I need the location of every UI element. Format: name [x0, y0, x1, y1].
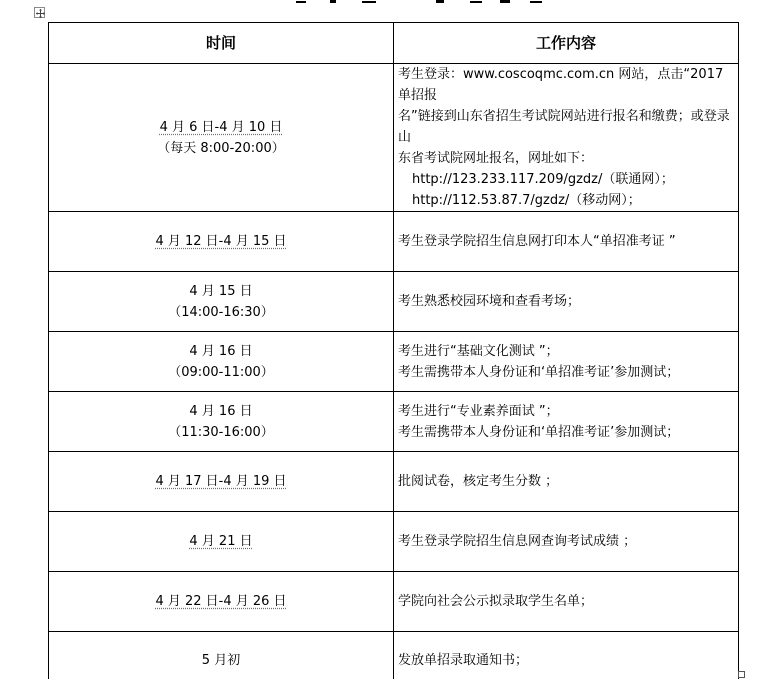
content-cell: [394, 392, 739, 452]
header-content: 工作内容: [394, 23, 739, 64]
time-range: 4 月 6 日-4 月 10 日: [159, 119, 283, 135]
table-row: [49, 332, 739, 392]
content-line: 名”链接到山东省招生考试院网站进行报名和缴费；或登录山: [398, 109, 730, 145]
content-line: 东省考试院网址报名，网址如下：: [398, 151, 594, 166]
time-cell: [49, 632, 394, 679]
content-line: 考生登录学院招生信息网查询考试成绩 ；: [398, 534, 637, 549]
content-line: 考生进行“专业素养面试 ”；: [398, 403, 559, 419]
content-url-line: http://123.233.117.209/gzdz/（联通网）；: [412, 172, 674, 187]
time-hours: （11:30-16:00）: [168, 424, 274, 440]
table-header-row: [49, 23, 739, 64]
content-line: 批阅试卷，核定考生分数 ；: [398, 474, 559, 489]
content-cell: [394, 452, 739, 512]
table-resize-handle-icon[interactable]: [738, 671, 745, 678]
table-row: [49, 632, 739, 679]
time-range: 4 月 15 日: [189, 283, 253, 299]
time-cell: [49, 512, 394, 572]
time-cell: [49, 572, 394, 632]
time-range: 4 月 17 日-4 月 19 日: [155, 474, 287, 489]
content-cell: [394, 332, 739, 392]
time-range: 4 月 16 日: [189, 343, 253, 359]
time-cell: [49, 212, 394, 272]
content-line: 发放单招录取通知书；: [398, 653, 529, 668]
content-line: 考生需携带本人身份证和‘单招准考证’参加测试；: [398, 424, 680, 440]
content-cell: [394, 64, 739, 212]
table-row: [49, 512, 739, 572]
content-cell: [394, 212, 739, 272]
content-line: 考生需携带本人身份证和‘单招准考证’参加测试；: [398, 364, 680, 380]
cropped-title-strokes: [0, 0, 783, 6]
time-hours: （每天 8:00-20:00）: [157, 140, 285, 156]
time-range: 4 月 16 日: [189, 403, 253, 419]
table-move-handle-icon[interactable]: [34, 7, 45, 18]
content-cell: [394, 512, 739, 572]
time-range: 4 月 12 日-4 月 15 日: [155, 234, 287, 249]
time-cell: [49, 332, 394, 392]
content-line: 考生进行“基础文化测试 ”；: [398, 343, 559, 359]
table-row: [49, 212, 739, 272]
cropped-title-fragment: [0, 0, 783, 6]
table-row: [49, 64, 739, 212]
content-cell: [394, 572, 739, 632]
time-range: 5 月初: [201, 653, 241, 668]
time-cell: [49, 392, 394, 452]
content-cell: [394, 632, 739, 679]
time-range: 4 月 21 日: [189, 534, 253, 549]
time-hours: （14:00-16:30）: [168, 304, 274, 320]
header-time: 时间: [49, 23, 394, 64]
table-row: [49, 452, 739, 512]
time-cell: [49, 64, 394, 212]
time-range: 4 月 22 日-4 月 26 日: [155, 594, 287, 609]
time-cell: [49, 272, 394, 332]
content-url-line: http://112.53.87.7/gzdz/（移动网）；: [412, 193, 641, 208]
content-line: 学院向社会公示拟录取学生名单；: [398, 594, 594, 609]
table-row: [49, 392, 739, 452]
content-line: 考生熟悉校园环境和查看考场；: [398, 294, 581, 309]
schedule-table: [48, 22, 739, 679]
content-line: 考生登录：www.coscoqmc.com.cn 网站，点击“2017 单招报: [398, 67, 724, 103]
table-row: [49, 572, 739, 632]
content-line: 考生登录学院招生信息网打印本人“单招准考证 ”: [398, 234, 676, 249]
content-cell: [394, 272, 739, 332]
time-cell: [49, 452, 394, 512]
table-row: [49, 272, 739, 332]
time-hours: （09:00-11:00）: [168, 364, 274, 380]
